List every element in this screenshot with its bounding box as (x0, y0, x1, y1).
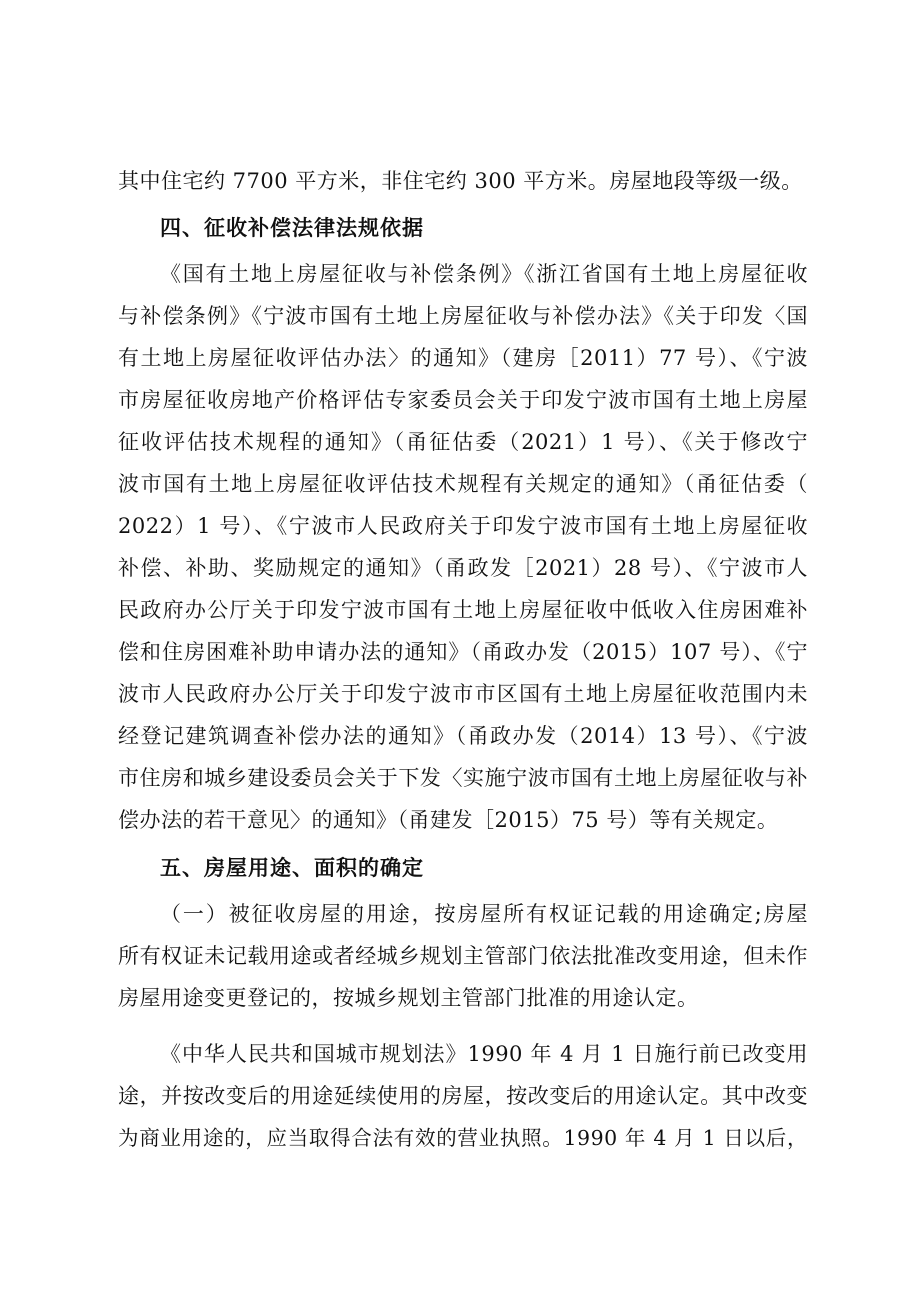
paragraph-line: 偿办法的若干意见〉的通知》（甬建发［2015）75 号）等有关规定。 (118, 808, 779, 832)
paragraph-line: 波市人民政府办公厅关于印发宁波市市区国有土地上房屋征收范围内未 (118, 682, 808, 706)
paragraph-line: 为商业用途的，应当取得合法有效的营业执照。1990 年 4 月 1 日以后， (118, 1126, 808, 1150)
paragraph-line: （一）被征收房屋的用途，按房屋所有权证记载的用途确定;房屋 (160, 902, 808, 926)
paragraph-line: 途，并按改变后的用途延续使用的房屋，按改变后的用途认定。其中改变 (118, 1084, 808, 1108)
paragraph-line: 2022）1 号）、《宁波市人民政府关于印发宁波市国有土地上房屋征收 (118, 514, 808, 538)
paragraph-line: 《国有土地上房屋征收与补偿条例》《浙江省国有土地上房屋征收 (160, 262, 808, 286)
paragraph-line: 补偿、补助、奖励规定的通知》（甬政发［2021）28 号）、《宁波市人 (118, 556, 808, 580)
paragraph-line: 有土地上房屋征收评估办法〉的通知》（建房［2011）77 号）、《宁波 (118, 346, 808, 370)
paragraph-line: 其中住宅约 7700 平方米，非住宅约 300 平方米。房屋地段等级一级。 (118, 169, 803, 193)
paragraph-line: 市住房和城乡建设委员会关于下发〈实施宁波市国有土地上房屋征收与补 (118, 766, 808, 790)
paragraph-line: 经登记建筑调查补偿办法的通知》（甬政办发（2014）13 号）、《宁波 (118, 724, 808, 748)
paragraph-line: 与补偿条例》《宁波市国有土地上房屋征收与补偿办法》《关于印发〈国 (118, 304, 808, 328)
paragraph-line: 波市国有土地上房屋征收评估技术规程有关规定的通知》（甬征估委（ (118, 472, 808, 496)
paragraph-line: 偿和住房困难补助申请办法的通知》（甬政办发（2015）107 号）、《宁 (118, 640, 808, 664)
paragraph-line: 房屋用途变更登记的，按城乡规划主管部门批准的用途认定。 (118, 986, 699, 1010)
paragraph-line: 所有权证未记载用途或者经城乡规划主管部门依法批准改变用途，但未作 (118, 944, 808, 968)
paragraph-line: 民政府办公厅关于印发宁波市国有土地上房屋征收中低收入住房困难补 (118, 598, 808, 622)
section-heading-4: 四、征收补偿法律法规依据 (160, 216, 424, 240)
paragraph-line: 市房屋征收房地产价格评估专家委员会关于印发宁波市国有土地上房屋 (118, 388, 808, 412)
section-heading-5: 五、房屋用途、面积的确定 (160, 856, 424, 880)
paragraph-line: 征收评估技术规程的通知》（甬征估委（2021）1 号）、《关于修改宁 (118, 430, 808, 454)
paragraph-line: 《中华人民共和国城市规划法》1990 年 4 月 1 日施行前已改变用 (160, 1042, 808, 1066)
